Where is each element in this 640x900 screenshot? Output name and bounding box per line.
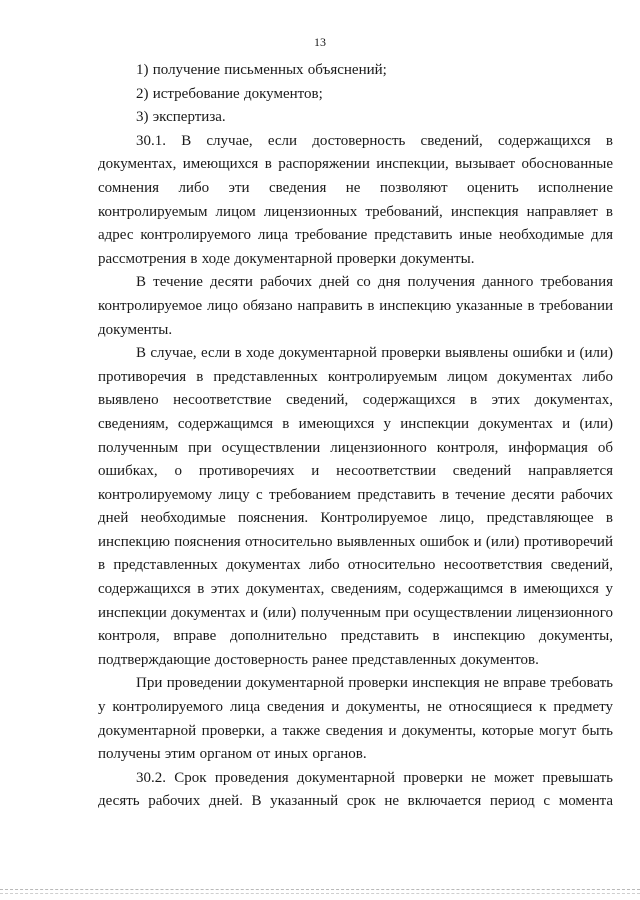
list-item-expertise: 3) экспертиза. [136, 109, 226, 126]
paragraph-restrictions: При проведении документарной проверки инспекция не вправе требовать у контролируемого лица сведения и документы, не относящиеся к предмету документарной проверки, а также сведения и документы, которые могут быть получены этим органом от иных органов. [98, 675, 613, 763]
list-item-written-explanations: 1) получение письменных объяснений; [136, 62, 387, 78]
scan-border-line [0, 889, 640, 890]
document-body [98, 59, 613, 814]
paragraph-30-1: 30.1. В случае, если достоверность сведений, содержащихся в документах, имеющихся в распоряжении инспекции, вызывает обоснованные сомнения либо эти сведения не позволяют оценить исполнение контролируемым лицом лицензионных требований, инспекция направляет в адрес контролируемого лица требование представить иные необходимые для рассмотрения в ходе документарной проверки документы. [98, 132, 613, 267]
paragraph-30-2: 30.2. Срок проведения документарной проверки не может превышать десять рабочих дней. В указанный срок не включается период с момента [98, 769, 613, 810]
page-number: 13 [314, 35, 326, 49]
list-item-document-request: 2) истребование документов; [136, 85, 323, 102]
paragraph-ten-days: В течение десяти рабочих дней со дня получения данного требования контролируемое лицо обязано направить в инспекцию указанные в требовании документы. [98, 274, 613, 338]
scan-border-line [0, 893, 640, 894]
paragraph-errors: В случае, если в ходе документарной проверки выявлены ошибки и (или) противоречия в представленных контролируемым лицом документах либо выявлено несоответствие сведений, содержащихся в этих документах, сведениям, содержащимся в имеющихся у инспекции документах и (или) полученным при осуществлении лицензионного контроля, информация об ошибках, о противоречиях и несоответствии сведений направляется контролируемому лицу с требованием представить в течение десяти рабочих дней необходимые пояснения. Контролируемое лицо, представляющее в инспекцию пояснения относительно выявленных ошибок и (или) противоречий в представленных документах либо относительно несоответствия сведений, содержащихся в этих документах, сведениям, содержащимся в имеющихся у инспекции документах и (или) полученным при осуществлении лицензионного контроля, вправе дополнительно представить в инспекцию документы, подтверждающие достоверность ранее представленных документов. [98, 345, 613, 668]
